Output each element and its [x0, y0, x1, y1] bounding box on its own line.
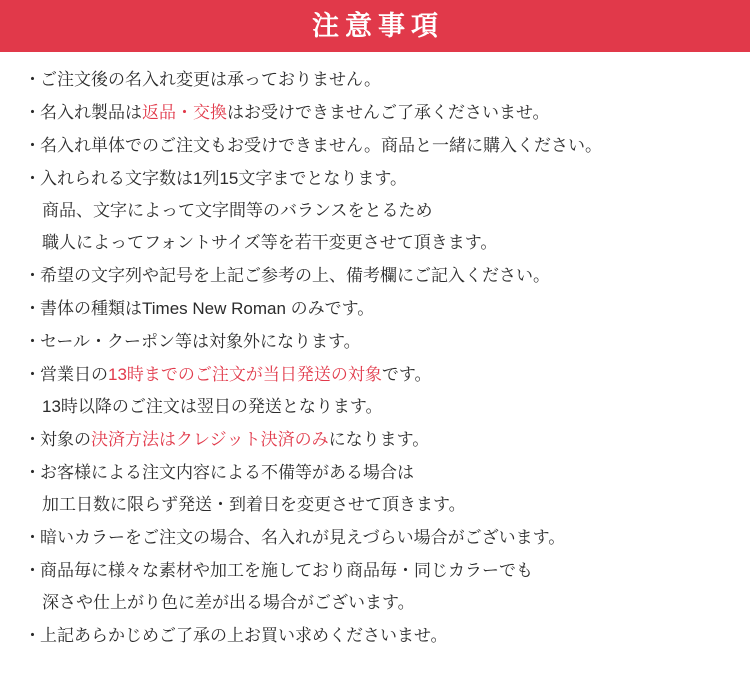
notice-list	[0, 52, 750, 652]
list-item	[24, 97, 732, 129]
text: 名入れ単体でのご注文もお受けできません。商品と一緒に購入ください。	[40, 136, 603, 155]
text: 上記あらかじめご了承の上お買い求めくださいませ。	[40, 626, 448, 645]
text: 商品、文字によって文字間等のバランスをとるため	[42, 201, 433, 220]
text: 書体の種類はTimes New Roman のみです。	[40, 299, 375, 318]
bullet-icon: ・	[24, 365, 41, 384]
text: になります。	[328, 430, 430, 449]
list-item-text	[40, 620, 732, 652]
list-item	[24, 620, 732, 652]
text: セール・クーポン等は対象外になります。	[40, 332, 361, 351]
list-item-text	[40, 359, 732, 423]
bullet-icon: ・	[24, 561, 41, 580]
list-item-line	[40, 326, 732, 358]
list-item	[24, 260, 732, 292]
page-title: 注意事項	[312, 10, 444, 41]
list-item-line	[40, 489, 732, 521]
text: です。	[381, 365, 432, 384]
list-item	[24, 555, 732, 619]
list-item-line	[40, 359, 732, 391]
text: 名入れ製品は	[40, 103, 142, 122]
list-item	[24, 64, 732, 96]
bullet-icon: ・	[24, 528, 41, 547]
text: 希望の文字列や記号を上記ご参考の上、備考欄にご記入ください。	[40, 266, 550, 285]
text: 深さや仕上がり色に差が出る場合がございます。	[42, 593, 415, 612]
text: 商品毎に様々な素材や加工を施しており商品毎・同じカラーでも	[40, 561, 533, 580]
list-item-line	[40, 64, 732, 96]
list-item-line	[40, 293, 732, 325]
list-item	[24, 424, 732, 456]
text: 加工日数に限らず発送・到着日を変更させて頂きます。	[42, 495, 466, 514]
list-item	[24, 130, 732, 162]
list-item-text	[40, 293, 732, 325]
text: ご注文後の名入れ変更は承っておりません。	[40, 70, 382, 89]
list-item-line	[40, 522, 732, 554]
list-item-line	[40, 620, 732, 652]
list-item	[24, 326, 732, 358]
bullet-icon: ・	[24, 430, 41, 449]
list-item	[24, 359, 732, 423]
list-item-text	[40, 97, 732, 129]
bullet-icon: ・	[24, 463, 41, 482]
list-item-line	[40, 424, 732, 456]
bullet-icon: ・	[24, 70, 41, 89]
bullet-icon: ・	[24, 626, 41, 645]
list-item-text	[40, 424, 732, 456]
text: はお受けできませんご了承くださいませ。	[227, 103, 550, 122]
list-item-text	[40, 163, 732, 259]
list-item-text	[40, 522, 732, 554]
emphasis-text: 返品・交換	[142, 103, 227, 122]
list-item-line	[40, 587, 732, 619]
text: 職人によってフォントサイズ等を若干変更させて頂きます。	[42, 233, 498, 252]
bullet-icon: ・	[24, 266, 41, 285]
text: 営業日の	[40, 365, 108, 384]
list-item-text	[40, 326, 732, 358]
list-item-line	[40, 195, 732, 227]
emphasis-text: 13時までのご注文が当日発送の対象	[108, 365, 382, 384]
text: 対象の	[40, 430, 91, 449]
bullet-icon: ・	[24, 332, 41, 351]
list-item-line	[40, 97, 732, 129]
list-item-text	[40, 64, 732, 96]
text: 暗いカラーをご注文の場合、名入れが見えづらい場合がございます。	[40, 528, 566, 547]
list-item-line	[40, 457, 732, 489]
list-item-line	[40, 555, 732, 587]
text: 13時以降のご注文は翌日の発送となります。	[42, 397, 383, 416]
bullet-icon: ・	[24, 136, 41, 155]
bullet-icon: ・	[24, 299, 41, 318]
list-item	[24, 457, 732, 521]
list-item	[24, 293, 732, 325]
emphasis-text: 決済方法はクレジット決済のみ	[91, 430, 329, 449]
list-item-text	[40, 260, 732, 292]
list-item-line	[40, 130, 732, 162]
list-item	[24, 163, 732, 259]
list-item-line	[40, 163, 732, 195]
list-item-line	[40, 391, 732, 423]
list-item-text	[40, 555, 732, 619]
text: 入れられる文字数は1列15文字までとなります。	[40, 169, 408, 188]
text: お客様による注文内容による不備等がある場合は	[40, 463, 414, 482]
list-item-text	[40, 457, 732, 521]
list-item	[24, 522, 732, 554]
notice-header	[0, 0, 750, 52]
bullet-icon: ・	[24, 103, 41, 122]
list-item-line	[40, 227, 732, 259]
list-item-line	[40, 260, 732, 292]
bullet-icon: ・	[24, 169, 41, 188]
list-item-text	[40, 130, 732, 162]
